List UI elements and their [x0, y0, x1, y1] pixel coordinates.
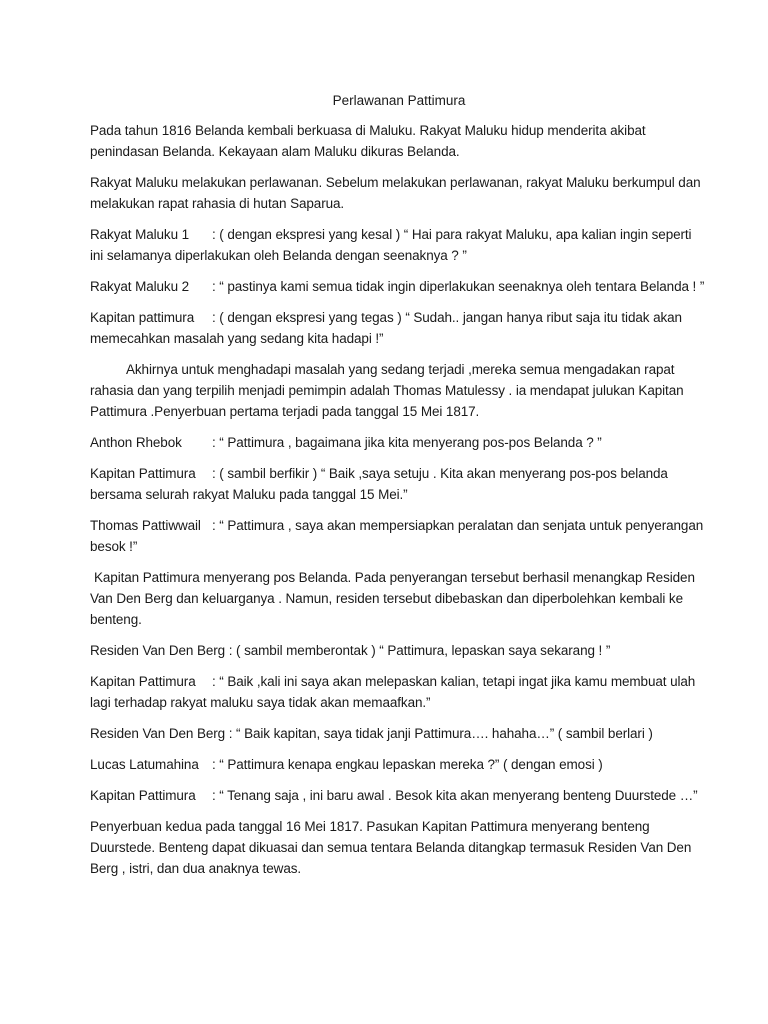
narration: Akhirnya untuk menghadapi masalah yang sedang terjadi ,mereka semua mengadakan rapat rahasia dan yang terpilih menjadi pemimpin adalah Thomas Matulessy . ia mendapat julukan Kapitan Pattimura .Penyerbuan pertama terjadi pada tanggal 15 Mei 1817. — [90, 362, 684, 419]
dialogue-text: : “ Pattimura kenapa engkau lepaskan mereka ?” ( dengan emosi ) — [212, 757, 603, 772]
dialogue-line — [90, 515, 708, 557]
speaker-name: Thomas Pattiwwail — [90, 518, 201, 533]
dialogue-line — [90, 224, 708, 266]
dialogue-line — [90, 276, 708, 297]
dialogue-line — [90, 785, 708, 806]
dialogue-text: : “ pastinya kami semua tidak ingin diperlakukan seenaknya oleh tentara Belanda ! ” — [212, 279, 705, 294]
document-title: Perlawanan Pattimura — [332, 93, 466, 108]
speaker-name: Kapitan Pattimura — [90, 674, 196, 689]
speaker-name: Kapitan pattimura — [90, 310, 195, 325]
narration: Kapitan Pattimura menyerang pos Belanda. Pada penyerangan tersebut berhasil menangkap Residen Van Den Berg dan keluarganya . Namun, residen tersebut dibebaskan dan diperbolehkan kembali ke benteng. — [90, 570, 695, 627]
speaker-name: Anthon Rhebok — [90, 435, 182, 450]
dialogue-line — [90, 671, 708, 713]
dialogue-line — [90, 754, 708, 775]
paragraph: Rakyat Maluku melakukan perlawanan. Sebelum melakukan perlawanan, rakyat Maluku berkumpul dan melakukan rapat rahasia di hutan Saparua. — [90, 175, 701, 211]
narration: Penyerbuan kedua pada tanggal 16 Mei 1817. Pasukan Kapitan Pattimura menyerang benteng Duurstede. Benteng dapat dikuasai dan semua tentara Belanda ditangkap termasuk Residen Van Den Berg , istri, dan dua anaknya tewas. — [90, 819, 692, 876]
speaker-name: Rakyat Maluku 2 — [90, 279, 190, 294]
dialogue-text: : “ Tenang saja , ini baru awal . Besok kita akan menyerang benteng Duurstede …” — [212, 788, 698, 803]
speaker-name: Rakyat Maluku 1 — [90, 227, 190, 242]
dialogue-line — [90, 432, 708, 453]
paragraph: Pada tahun 1816 Belanda kembali berkuasa di Maluku. Rakyat Maluku hidup menderita akibat penindasan Belanda. Kekayaan alam Maluku dikuras Belanda. — [90, 123, 646, 159]
speaker-name: Lucas Latumahina — [90, 757, 199, 772]
speaker-name: Residen Van Den Berg — [90, 643, 226, 658]
dialogue-text: : ( dengan ekspresi yang kesal ) “ Hai para rakyat Maluku, apa kalian ingin seperti ini selamanya diperlakukan oleh Belanda dengan seenaknya ? ” — [90, 227, 692, 263]
dialogue-text: : ( sambil memberontak ) “ Pattimura, lepaskan saya sekarang ! ” — [228, 643, 611, 658]
dialogue-text: : “ Pattimura , bagaimana jika kita menyerang pos-pos Belanda ? ” — [212, 435, 602, 450]
dialogue-text: : ( dengan ekspresi yang tegas ) “ Sudah.. jangan hanya ribut saja itu tidak akan memecahkan masalah yang sedang kita hadapi !” — [90, 310, 682, 346]
dialogue-line — [90, 640, 708, 661]
dialogue-text: : “ Baik ,kali ini saya akan melepaskan kalian, tetapi ingat jika kamu membuat ulah lagi terhadap rakyat maluku saya tidak akan memaafkan.” — [90, 674, 696, 710]
dialogue-line — [90, 463, 708, 505]
dialogue-text: : “ Baik kapitan, saya tidak janji Pattimura…. hahaha…” ( sambil berlari ) — [228, 726, 653, 741]
dialogue-text: : “ Pattimura , saya akan mempersiapkan peralatan dan senjata untuk penyerangan besok !” — [90, 518, 704, 554]
dialogue-line — [90, 723, 708, 744]
speaker-name: Residen Van Den Berg — [90, 726, 226, 741]
speaker-name: Kapitan Pattimura — [90, 466, 196, 481]
speaker-name: Kapitan Pattimura — [90, 788, 196, 803]
dialogue-line — [90, 307, 708, 349]
dialogue-text: : ( sambil berfikir ) “ Baik ,saya setuju . Kita akan menyerang pos-pos belanda bersama selurah rakyat Maluku pada tanggal 15 Mei.” — [90, 466, 668, 502]
